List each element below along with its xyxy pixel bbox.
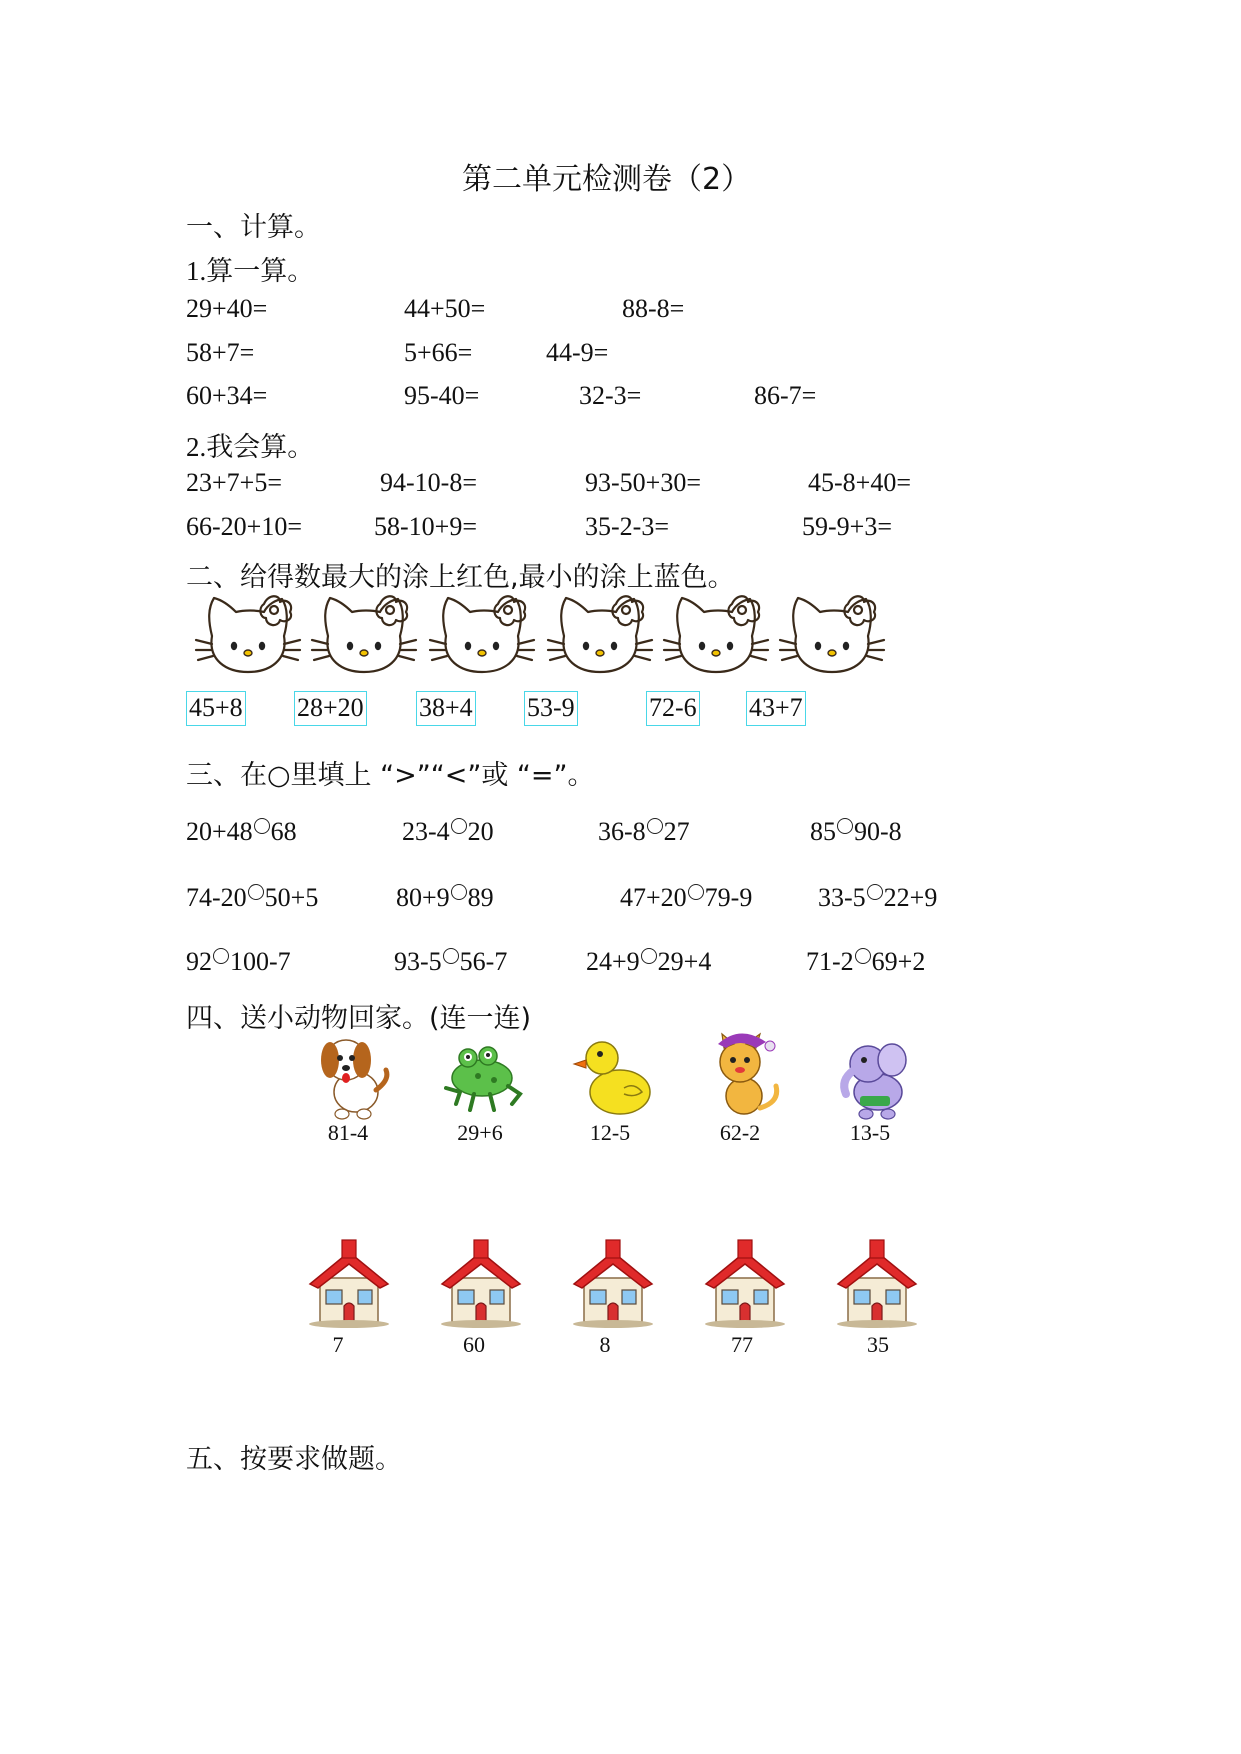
calc-expression: 59-9+3= (802, 512, 892, 541)
frog-icon[interactable] (438, 1030, 524, 1122)
page-title: 第二单元检测卷（2） (462, 162, 752, 197)
kitty-icon[interactable] (194, 590, 302, 676)
house-label: 35 (867, 1332, 889, 1357)
elephant-icon[interactable] (830, 1030, 916, 1122)
animal-label: 13-5 (849, 1120, 891, 1145)
calc-expression: 5+66= (404, 338, 473, 367)
kitty-expression-box: 72-6 (646, 691, 700, 726)
kitty-expression-box: 43+7 (746, 691, 806, 726)
answer-circle[interactable] (248, 884, 264, 900)
answer-circle[interactable] (641, 948, 657, 964)
calc-expression: 95-40= (404, 381, 480, 410)
house-label: 77 (731, 1332, 753, 1357)
section4-heading: 四、送小动物回家。(连一连) (186, 1003, 532, 1034)
calc-expression: 58-10+9= (374, 512, 477, 541)
kitty-expression-box: 38+4 (416, 691, 476, 726)
section2-heading: 二、给得数最大的涂上红色,最小的涂上蓝色。 (186, 562, 735, 593)
answer-circle[interactable] (213, 948, 229, 964)
calc-expression: 60+34= (186, 381, 268, 410)
calc-expression: 29+40= (186, 294, 268, 323)
answer-circle[interactable] (837, 818, 853, 834)
house-label: 7 (332, 1332, 344, 1357)
animal-label: 62-2 (719, 1120, 761, 1145)
house-label: 60 (463, 1332, 485, 1357)
answer-circle[interactable] (647, 818, 663, 834)
kitty-icon[interactable] (546, 590, 654, 676)
duck-icon[interactable] (572, 1030, 658, 1122)
part1-heading: 1.算一算。 (186, 256, 315, 286)
compare-item: 20+48 68 (186, 817, 297, 846)
calc-expression: 44+50= (404, 294, 486, 323)
house-icon[interactable] (702, 1238, 788, 1330)
compare-item: 85 90-8 (810, 817, 902, 846)
calc-expression: 86-7= (754, 381, 817, 410)
house-icon[interactable] (306, 1238, 392, 1330)
compare-item: 74-20 50+5 (186, 883, 319, 912)
calc-expression: 23+7+5= (186, 468, 282, 497)
kitty-icon[interactable] (310, 590, 418, 676)
kitty-icon[interactable] (428, 590, 536, 676)
answer-circle[interactable] (254, 818, 270, 834)
house-icon[interactable] (834, 1238, 920, 1330)
calc-expression: 35-2-3= (585, 512, 669, 541)
calc-expression: 32-3= (579, 381, 642, 410)
calc-expression: 58+7= (186, 338, 255, 367)
house-icon[interactable] (438, 1238, 524, 1330)
compare-item: 92 100-7 (186, 947, 291, 976)
answer-circle[interactable] (855, 948, 871, 964)
puppy-icon[interactable] (308, 1030, 394, 1122)
calc-expression: 45-8+40= (808, 468, 911, 497)
cat-icon[interactable] (700, 1030, 786, 1122)
kitty-icon[interactable] (662, 590, 770, 676)
calc-expression: 93-50+30= (585, 468, 701, 497)
kitty-expression-box: 45+8 (186, 691, 246, 726)
house-label: 8 (599, 1332, 611, 1357)
part2-heading: 2.我会算。 (186, 432, 315, 462)
calc-expression: 88-8= (622, 294, 685, 323)
compare-item: 47+20 79-9 (620, 883, 753, 912)
kitty-expression-box: 28+20 (294, 691, 367, 726)
answer-circle[interactable] (451, 818, 467, 834)
calc-expression: 44-9= (546, 338, 609, 367)
answer-circle[interactable] (867, 884, 883, 900)
compare-item: 33-5 22+9 (818, 883, 938, 912)
animal-label: 29+6 (457, 1120, 503, 1145)
compare-item: 24+9 29+4 (586, 947, 712, 976)
kitty-icon[interactable] (778, 590, 886, 676)
kitty-expression-box: 53-9 (524, 691, 578, 726)
calc-expression: 66-20+10= (186, 512, 302, 541)
answer-circle[interactable] (443, 948, 459, 964)
section3-heading: 三、在○里填上 “>”“<”或 “=”。 (186, 760, 595, 791)
compare-item: 36-8 27 (598, 817, 690, 846)
answer-circle[interactable] (451, 884, 467, 900)
compare-item: 23-4 20 (402, 817, 494, 846)
calc-expression: 94-10-8= (380, 468, 477, 497)
animal-label: 12-5 (589, 1120, 631, 1145)
compare-item: 80+9 89 (396, 883, 494, 912)
answer-circle[interactable] (688, 884, 704, 900)
section1-heading: 一、计算。 (186, 212, 321, 243)
section5-heading: 五、按要求做题。 (186, 1444, 402, 1475)
animal-label: 81-4 (327, 1120, 369, 1145)
compare-item: 71-2 69+2 (806, 947, 926, 976)
compare-item: 93-5 56-7 (394, 947, 508, 976)
house-icon[interactable] (570, 1238, 656, 1330)
